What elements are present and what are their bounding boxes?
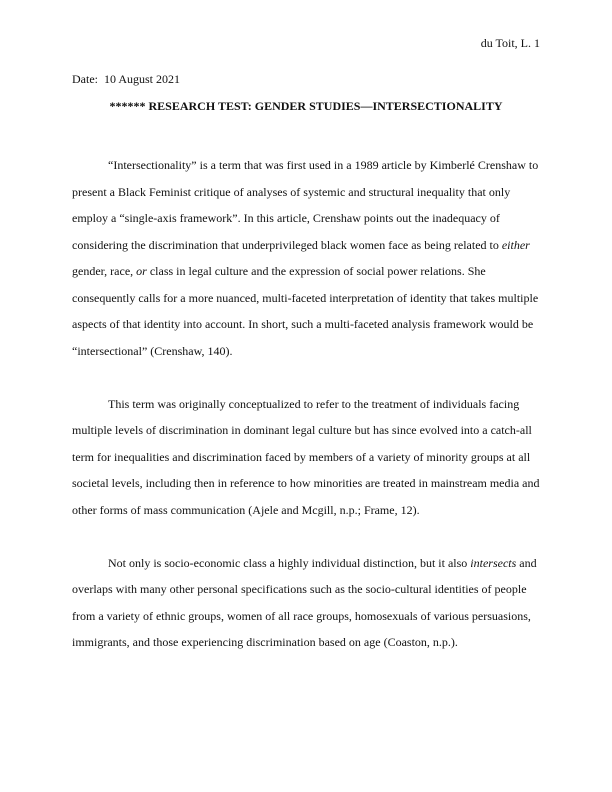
paragraph-3-text-a: Not only is socio-economic class a highly individual distinction, but it also	[108, 555, 471, 570]
paragraph-1-text-a: “Intersectionality” is a term that was first used in a 1989 article by Kimberlé Crenshaw to present a Black Feminist critique of analyses of systemic and structural inequality that only employ a “single-axis framework”. In this article, Crenshaw points out the inadequacy of considering the discrimination that underprivileged black women face as being related to	[72, 158, 539, 252]
document-body	[72, 152, 540, 656]
paragraph-1-text-b: gender, race,	[72, 264, 137, 278]
date-line	[72, 72, 180, 87]
paragraph-2-text: This term was originally conceptualized to refer to the treatment of individuals facing multiple levels of discrimination in dominant legal culture but has since evolved into a catch-all term for inequalities and discrimination faced by members of a variety of minority groups at all societal levels, including then in reference to how minorities are treated in mainstream media and other forms of mass communication (Ajele and Mcgill, n.p.; Frame, 12).	[72, 396, 540, 517]
paragraph-3-text-b: and overlaps with many other personal specifications such as the socio-cultural identities of people from a variety of ethnic groups, women of all race groups, homosexuals of various persuasions, immigrants, and those experiencing discrimination based on age (Coaston, n.p.).	[72, 555, 537, 649]
paragraph-1	[72, 152, 540, 364]
date-label: Date:	[72, 72, 98, 86]
paragraph-3-emphasis-intersects: intersects	[470, 555, 517, 570]
paragraph-3	[72, 550, 540, 656]
paragraph-1-emphasis-or: or	[136, 264, 147, 278]
date-value: 10 August 2021	[104, 72, 181, 86]
running-head: du Toit, L. 1	[480, 36, 540, 50]
document-title: ****** RESEARCH TEST: GENDER STUDIES—INTERSECTIONALITY	[109, 99, 503, 113]
paragraph-2	[72, 391, 540, 524]
paragraph-1-emphasis-either: either	[501, 237, 530, 252]
paragraph-1-text-c: class in legal culture and the expression of social power relations. She consequently calls for a more nuanced, multi-faceted interpretation of identity that takes multiple aspects of that identity into account. In short, such a multi-faceted analysis framework would be “intersectional” (Crenshaw, 140).	[72, 264, 539, 358]
